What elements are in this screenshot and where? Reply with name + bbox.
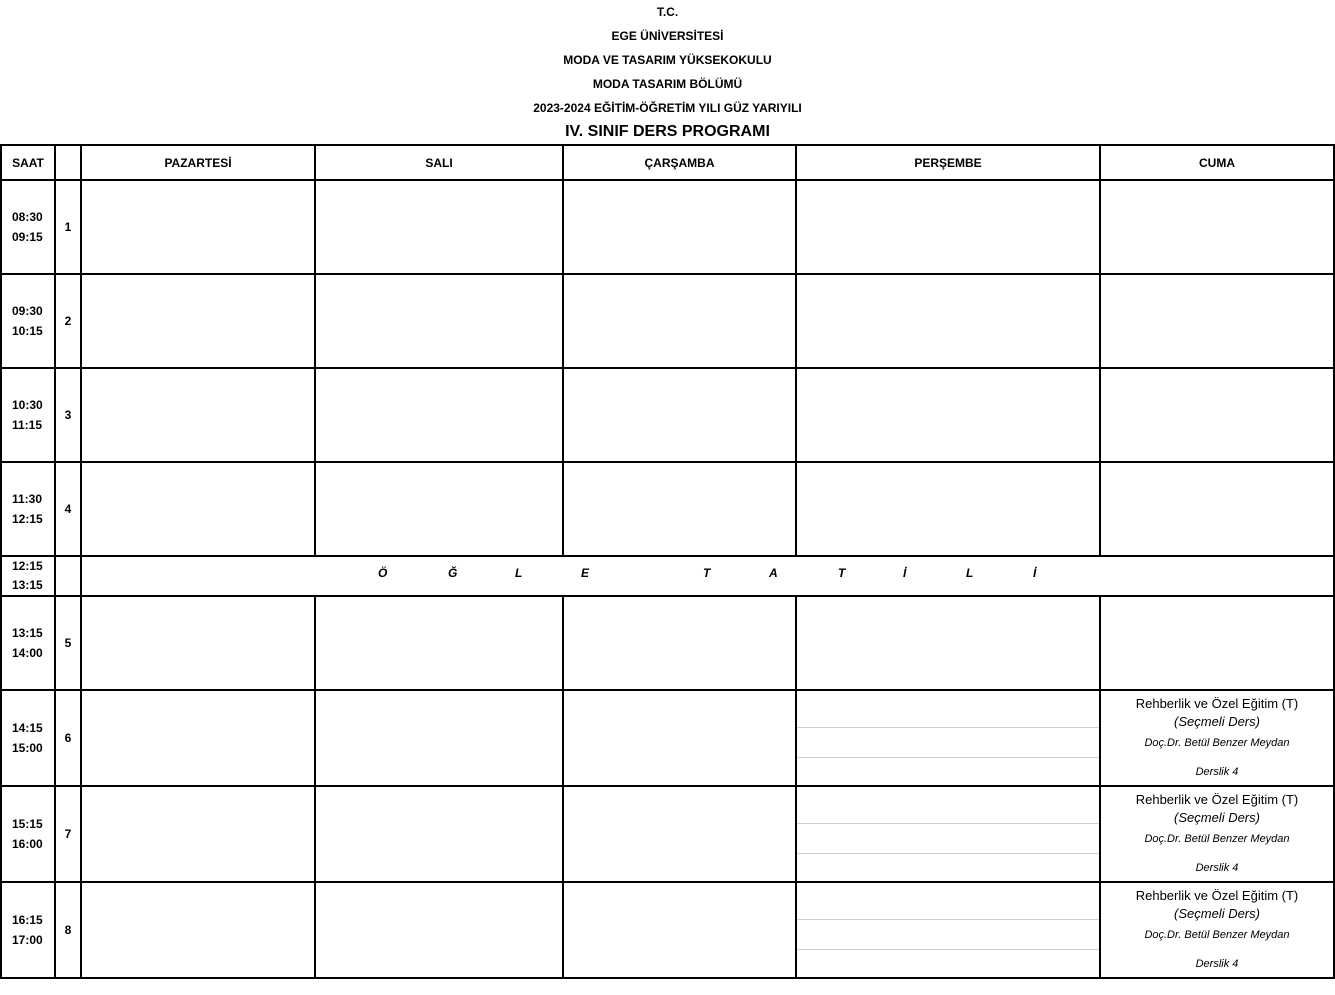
cell-monday	[81, 690, 315, 786]
cell-monday	[81, 180, 315, 274]
period-number: 1	[55, 180, 81, 274]
course-type: (Seçmeli Ders)	[1174, 713, 1260, 729]
lunch-letter: T	[703, 566, 711, 580]
header-line-school: MODA VE TASARIM YÜKSEKOKULU	[563, 53, 772, 67]
col-header-tuesday: SALI	[315, 145, 563, 180]
period-number: 6	[55, 690, 81, 786]
course-name: Rehberlik ve Özel Eğitim (T)	[1135, 791, 1299, 807]
time-cell: 14:15 15:00	[1, 690, 55, 786]
cell-wednesday	[563, 368, 796, 462]
col-header-saat: SAAT	[1, 145, 55, 180]
lunch-letter: Ö	[378, 566, 388, 580]
cell-tuesday	[315, 690, 563, 786]
cell-monday	[81, 882, 315, 978]
table-row	[1, 786, 1334, 882]
time-cell: 10:30 11:15	[1, 368, 55, 462]
lunch-break-banner	[81, 556, 1334, 596]
course-cell	[1100, 786, 1334, 882]
lunch-letter: T	[838, 566, 846, 580]
cell-friday	[1100, 180, 1334, 274]
lunch-time-cell: 12:15 13:15	[1, 556, 55, 596]
course-name: Rehberlik ve Özel Eğitim (T)	[1135, 887, 1299, 903]
course-cell	[1100, 690, 1334, 786]
cell-tuesday	[315, 462, 563, 556]
cell-tuesday	[315, 274, 563, 368]
col-header-friday: CUMA	[1100, 145, 1334, 180]
col-header-monday: PAZARTESİ	[81, 145, 315, 180]
col-header-thursday: PERŞEMBE	[796, 145, 1100, 180]
course-name: Rehberlik ve Özel Eğitim (T)	[1135, 695, 1299, 711]
period-number: 8	[55, 882, 81, 978]
cell-monday	[81, 368, 315, 462]
cell-thursday	[796, 786, 1100, 882]
header-row	[1, 145, 1334, 180]
col-header-wednesday: ÇARŞAMBA	[563, 145, 796, 180]
cell-thursday	[796, 596, 1100, 690]
cell-wednesday	[563, 690, 796, 786]
table-row	[1, 368, 1334, 462]
header-line-tc: T.C.	[656, 5, 679, 19]
period-number: 5	[55, 596, 81, 690]
cell-thursday	[796, 882, 1100, 978]
time-cell: 16:15 17:00	[1, 882, 55, 978]
table-row	[1, 180, 1334, 274]
cell-tuesday	[315, 180, 563, 274]
time-cell: 11:30 12:15	[1, 462, 55, 556]
col-header-num	[55, 145, 81, 180]
course-room: Derslik 4	[1195, 861, 1239, 874]
header-line-term: 2023-2024 EĞİTİM-ÖĞRETİM YILI GÜZ YARIYILI	[533, 101, 802, 115]
cell-friday	[1100, 596, 1334, 690]
cell-friday	[1100, 274, 1334, 368]
cell-tuesday	[315, 882, 563, 978]
cell-wednesday	[563, 180, 796, 274]
period-number: 3	[55, 368, 81, 462]
cell-thursday	[796, 180, 1100, 274]
table-row	[1, 462, 1334, 556]
table-row	[1, 690, 1334, 786]
lunch-letter: İ	[903, 566, 907, 580]
table-row	[1, 274, 1334, 368]
cell-friday	[1100, 368, 1334, 462]
schedule-table	[0, 144, 1335, 979]
cell-thursday	[796, 690, 1100, 786]
lunch-letter: A	[769, 566, 778, 580]
lunch-letter: L	[966, 566, 974, 580]
period-number: 4	[55, 462, 81, 556]
cell-wednesday	[563, 882, 796, 978]
time-cell: 08:30 09:15	[1, 180, 55, 274]
page-title: IV. SINIF DERS PROGRAMI	[565, 123, 770, 140]
cell-wednesday	[563, 786, 796, 882]
cell-friday	[1100, 462, 1334, 556]
course-teacher: Doç.Dr. Betül Benzer Meydan	[1144, 736, 1290, 749]
lunch-num-cell	[55, 556, 81, 596]
cell-monday	[81, 596, 315, 690]
course-teacher: Doç.Dr. Betül Benzer Meydan	[1144, 832, 1290, 845]
course-room: Derslik 4	[1195, 765, 1239, 778]
cell-wednesday	[563, 596, 796, 690]
course-type: (Seçmeli Ders)	[1174, 905, 1260, 921]
lunch-letter: L	[515, 566, 523, 580]
header-line-university: EGE ÜNİVERSİTESİ	[611, 29, 724, 43]
lunch-letter: İ	[1033, 566, 1037, 580]
header-line-department: MODA TASARIM BÖLÜMÜ	[592, 77, 743, 91]
course-teacher: Doç.Dr. Betül Benzer Meydan	[1144, 928, 1290, 941]
cell-thursday	[796, 462, 1100, 556]
lunch-letter: E	[581, 566, 590, 580]
period-number: 2	[55, 274, 81, 368]
cell-thursday	[796, 368, 1100, 462]
time-cell: 15:15 16:00	[1, 786, 55, 882]
period-number: 7	[55, 786, 81, 882]
cell-tuesday	[315, 368, 563, 462]
time-cell: 13:15 14:00	[1, 596, 55, 690]
cell-monday	[81, 786, 315, 882]
time-cell: 09:30 10:15	[1, 274, 55, 368]
course-cell	[1100, 882, 1334, 978]
lunch-row	[1, 556, 1334, 596]
cell-tuesday	[315, 596, 563, 690]
cell-thursday	[796, 274, 1100, 368]
course-type: (Seçmeli Ders)	[1174, 809, 1260, 825]
table-row	[1, 596, 1334, 690]
course-room: Derslik 4	[1195, 957, 1239, 970]
cell-wednesday	[563, 274, 796, 368]
cell-monday	[81, 274, 315, 368]
table-row	[1, 882, 1334, 978]
lunch-letter: Ğ	[448, 566, 458, 580]
cell-tuesday	[315, 786, 563, 882]
cell-wednesday	[563, 462, 796, 556]
cell-monday	[81, 462, 315, 556]
